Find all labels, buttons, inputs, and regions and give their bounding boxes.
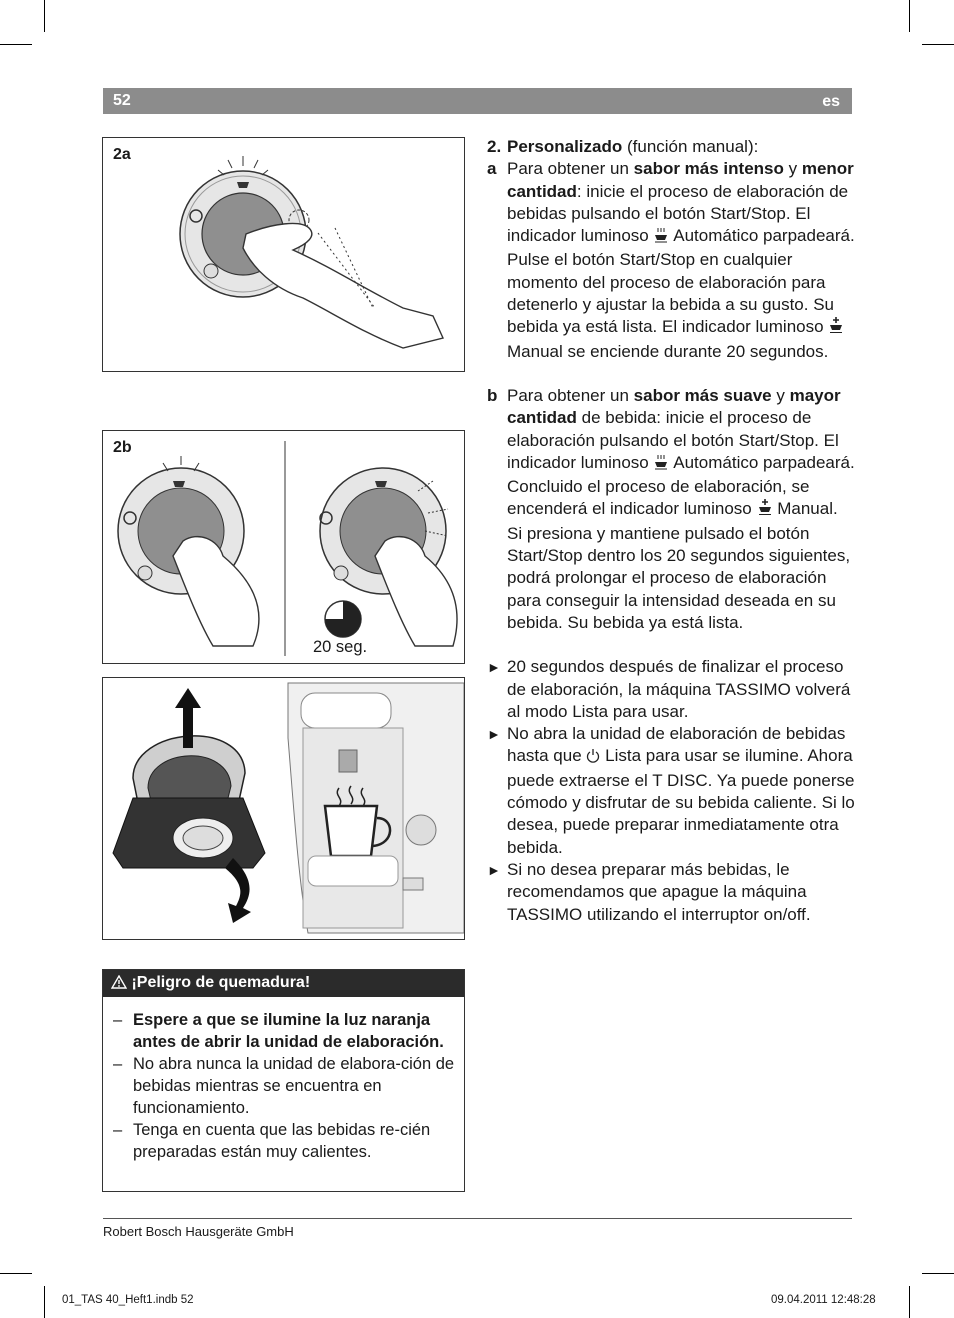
warning-triangle-icon: [111, 972, 127, 998]
footer-company: Robert Bosch Hausgeräte GmbH: [103, 1224, 294, 1239]
figure-2a: [102, 137, 465, 372]
crop-mark: [909, 1286, 910, 1318]
arrow-right-icon: ►: [487, 861, 501, 878]
manual-indicator-icon: [757, 499, 773, 522]
text: de bebida: inicie el proceso de elaboración pulsando el botón Start/Stop. El indicador luminoso: [507, 408, 839, 472]
timer-label: 20 seg.: [313, 638, 368, 656]
crop-mark: [909, 0, 910, 32]
emphasis: menor cantidad: [507, 159, 854, 201]
text: y: [771, 385, 790, 405]
instructions-column: [487, 136, 855, 926]
automatic-indicator-icon: [653, 227, 669, 249]
step-b: [487, 385, 855, 634]
note-item: [487, 859, 855, 926]
warning-title-bar: [103, 970, 464, 997]
text: Para obtener un: [507, 385, 634, 405]
page-header: [103, 88, 852, 114]
crop-mark: [922, 1273, 954, 1274]
text: Automático parpadeará. Pulse el botón Start/Stop en cualquier momento del proceso de elaboración para detenerlo y ajustar la bebida a su gusto. Su bebida ya está lista. El indicador luminoso: [507, 226, 855, 337]
text: Si no desea preparar más bebidas, le recomendamos que apague la máquina TASSIMO utilizando el interruptor on/off.: [507, 859, 811, 924]
section-subtitle: (función manual):: [622, 137, 759, 156]
crop-mark: [44, 0, 45, 32]
list-item: [113, 1119, 456, 1163]
text: Manual se enciende durante 20 segundos.: [507, 341, 829, 361]
tassimo-machine-illustration: [103, 678, 464, 939]
crop-mark: [0, 44, 32, 45]
emphasis: mayor cantidad: [507, 385, 841, 428]
figure-machine: [102, 677, 465, 940]
warning-box: [102, 969, 465, 1192]
note-item: [487, 723, 855, 859]
slug-date: 09.04.2011 12:48:28: [771, 1294, 876, 1306]
dash: –: [113, 1055, 123, 1073]
note-item: [487, 656, 855, 723]
text: 20 segundos después de finalizar el proceso de elaboración, la máquina TASSIMO volverá al modo Lista para usar.: [507, 657, 851, 721]
text: Para obtener un: [507, 159, 634, 179]
text: Manual. Si presiona y mantiene pulsado el botón Start/Stop dentro los 20 segundos siguientes, podrá prolongar el proceso de elaboración para conseguir la intensidad deseada en su bebida. Su bebida ya está lista.: [507, 499, 851, 632]
emphasis: sabor más suave: [633, 385, 772, 405]
language-code: es: [822, 93, 840, 110]
page-number: 52: [113, 92, 131, 109]
slug-file: 01_TAS 40_Heft1.indb 52: [62, 1294, 194, 1306]
dash: –: [113, 1121, 123, 1139]
figure-label: 2a: [113, 146, 131, 163]
section-2-heading: [487, 136, 855, 158]
step-a: [487, 158, 855, 363]
manual-indicator-icon: [828, 317, 844, 340]
arrow-right-icon: ►: [487, 726, 501, 743]
control-panel-illustration: [103, 431, 464, 663]
control-panel-illustration: [103, 138, 464, 371]
text: y: [783, 159, 802, 179]
crop-mark: [922, 44, 954, 45]
step-key: b: [487, 385, 498, 405]
automatic-indicator-icon: [653, 454, 669, 476]
warning-title: ¡Peligro de quemadura!: [131, 974, 311, 991]
warning-item-text: Tenga en cuenta que las bebidas re-cién preparadas están muy calientes.: [133, 1121, 431, 1161]
arrow-right-icon: ►: [487, 659, 501, 676]
warning-item-text: Espere a que se ilumine la luz naranja antes de abrir la unidad de elaboración.: [133, 1011, 444, 1051]
dash: –: [113, 1011, 123, 1029]
text: Lista para usar se ilumine. Ahora puede extraerse el T DISC. Ya puede ponerse cómodo y disfrutar de su bebida caliente. Si lo desea, puede preparar inmediatamente otra bebida.: [507, 746, 855, 857]
section-number: 2.: [487, 137, 502, 156]
section-title: Personalizado: [507, 137, 623, 156]
text: No abra la unidad de elaboración de bebidas hasta que: [507, 724, 846, 766]
footer-rule: [103, 1218, 852, 1219]
power-icon: [586, 747, 600, 769]
text: Automático parpadeará. Concluido el proceso de elaboración, se encenderá el indicador luminoso: [507, 452, 855, 519]
step-key: a: [487, 159, 497, 179]
figure-2b: [102, 430, 465, 664]
crop-mark: [0, 1273, 32, 1274]
list-item: [113, 1053, 456, 1119]
text: : inicie el proceso de elaboración de bebidas pulsando el botón Start/Stop. El indicador luminoso: [507, 181, 849, 246]
emphasis: sabor más intenso: [633, 159, 784, 179]
list-item: [113, 1009, 456, 1053]
figure-label: 2b: [113, 439, 132, 456]
warning-list: [103, 997, 464, 1163]
crop-mark: [44, 1286, 45, 1318]
warning-item-text: No abra nunca la unidad de elabora-ción de bebidas mientras se encuentra en funcionamiento.: [133, 1055, 455, 1117]
